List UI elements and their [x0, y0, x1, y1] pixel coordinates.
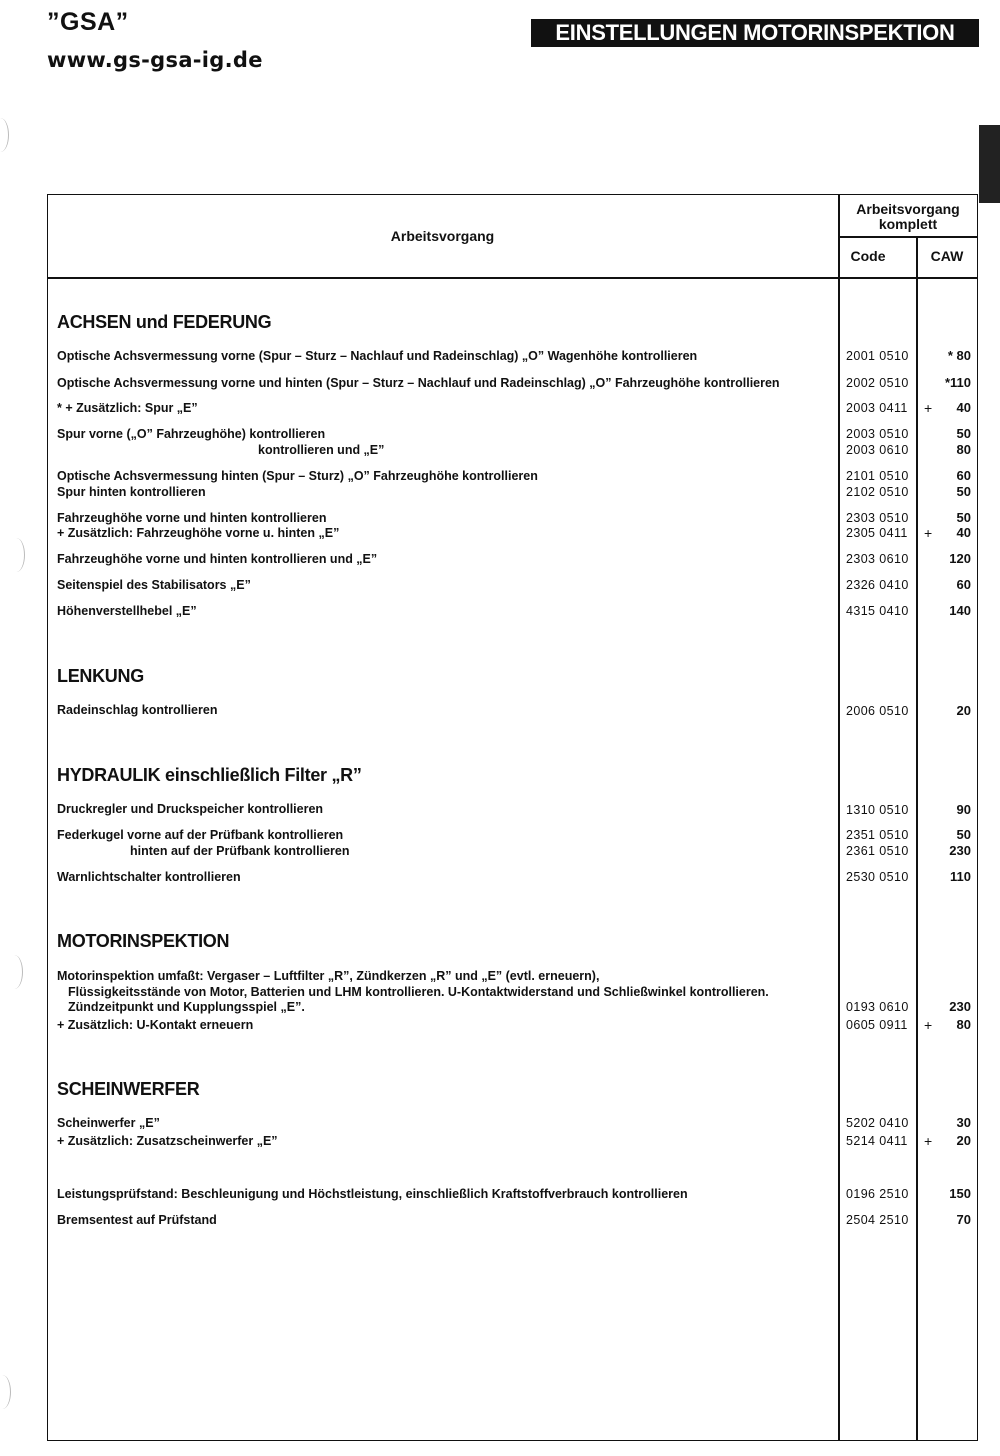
row-caw: 40 [956, 400, 971, 415]
row-caw: 80 [956, 1017, 971, 1032]
row-caw: * 80 [947, 348, 971, 363]
page-edge-tab [979, 125, 1000, 203]
section-title-hydraulik: HYDRAULIK einschließlich Filter „R” [57, 765, 362, 785]
row-caw: 90 [956, 802, 971, 817]
header-sub-divider [838, 236, 978, 238]
row-text: + Zusätzlich: Zusatzscheinwerfer „E” [57, 1134, 278, 1148]
punch-hole [6, 955, 23, 989]
row-caw: 20 [956, 703, 971, 718]
row-text: Radeinschlag kontrollieren [57, 703, 218, 717]
row-code: 2102 0510 [846, 485, 909, 499]
row-caw: 50 [956, 484, 971, 499]
row-code: 2303 0510 [846, 511, 909, 525]
row-text: Warnlichtschalter kontrollieren [57, 870, 241, 884]
row-caw: 70 [956, 1212, 971, 1227]
row-code: 0196 2510 [846, 1187, 909, 1201]
row-code: 2006 0510 [846, 704, 909, 718]
row-caw: 50 [956, 510, 971, 525]
column-divider-code [838, 194, 840, 1441]
row-text: + Zusätzlich: U-Kontakt erneuern [57, 1018, 254, 1032]
row-code: 2305 0411 [846, 526, 908, 540]
row-code: 2002 0510 [846, 376, 909, 390]
row-code: 2003 0510 [846, 427, 909, 441]
row-text: hinten auf der Prüfbank kontrollieren [130, 844, 350, 858]
row-code: 2303 0610 [846, 552, 909, 566]
row-caw: 120 [949, 551, 971, 566]
row-caw: 60 [956, 577, 971, 592]
website-url: www.gs-gsa-ig.de [47, 48, 263, 72]
row-text: kontrollieren und „E” [258, 443, 385, 457]
row-code: 2326 0410 [846, 578, 909, 592]
row-code: 2001 0510 [846, 349, 909, 363]
row-text: Leistungsprüfstand: Beschleunigung und Höchstleistung, einschließlich Kraftstoffverbrauch kontrollieren [57, 1187, 688, 1201]
section-title-lenkung: LENKUNG [57, 666, 144, 686]
row-text: Bremsentest auf Prüfstand [57, 1213, 217, 1227]
row-caw: 150 [949, 1186, 971, 1201]
row-text: Spur hinten kontrollieren [57, 485, 206, 499]
row-caw: 80 [956, 442, 971, 457]
header-caw: CAW [930, 248, 964, 264]
row-text: Seitenspiel des Stabilisators „E” [57, 578, 251, 592]
page-title-banner: EINSTELLUNGEN MOTORINSPEKTION [531, 19, 979, 47]
row-text: Höhenverstellhebel „E” [57, 604, 197, 618]
row-code: 1310 0510 [846, 803, 909, 817]
row-text: Optische Achsvermessung hinten (Spur – Sturz) „O” Fahrzeughöhe kontrollieren [57, 469, 538, 483]
row-code: 2003 0610 [846, 443, 909, 457]
row-caw: 110 [950, 869, 971, 884]
row-caw: 20 [956, 1133, 971, 1148]
row-text: + Zusätzlich: Fahrzeughöhe vorne u. hinten „E” [57, 526, 340, 540]
row-caw: *110 [944, 375, 971, 390]
row-plus: + [924, 400, 933, 416]
header-divider [47, 277, 978, 279]
row-caw: 40 [956, 525, 971, 540]
row-caw: 30 [956, 1115, 971, 1130]
row-text: * + Zusätzlich: Spur „E” [57, 401, 198, 415]
row-code: 5202 0410 [846, 1116, 909, 1130]
row-code: 2351 0510 [846, 828, 909, 842]
row-plus: + [924, 1133, 933, 1149]
row-text: Zündzeitpunkt und Kupplungsspiel „E”. [68, 1000, 305, 1014]
row-text: Fahrzeughöhe vorne und hinten kontrollieren [57, 511, 327, 525]
row-text: Flüssigkeitsstände von Motor, Batterien und LHM kontrollieren. U-Kontaktwiderstand und Schließwinkel kontrollieren. [68, 985, 769, 999]
column-divider-caw [916, 237, 918, 1441]
row-caw: 50 [956, 426, 971, 441]
row-text: Spur vorne („O” Fahrzeughöhe) kontrollieren [57, 427, 326, 441]
row-code: 2361 0510 [846, 844, 909, 858]
row-text: Fahrzeughöhe vorne und hinten kontrollieren und „E” [57, 552, 378, 566]
row-code: 2530 0510 [846, 870, 909, 884]
row-plus: + [924, 525, 933, 541]
row-caw: 230 [949, 999, 971, 1014]
row-plus: + [924, 1017, 933, 1033]
row-caw: 140 [949, 603, 971, 618]
section-title-achsen: ACHSEN und FEDERUNG [57, 312, 272, 332]
row-code: 2003 0411 [846, 401, 908, 415]
row-text: Optische Achsvermessung vorne (Spur – Sturz – Nachlauf und Radeinschlag) „O” Wagenhöhe kontrollieren [57, 349, 698, 363]
punch-hole [8, 538, 25, 572]
section-title-scheinwerfer: SCHEINWERFER [57, 1079, 200, 1099]
row-caw: 60 [956, 468, 971, 483]
header-code: Code [850, 248, 886, 264]
row-code: 2101 0510 [846, 469, 909, 483]
punch-hole [0, 118, 9, 152]
row-text: Federkugel vorne auf der Prüfbank kontrollieren [57, 828, 344, 842]
row-code: 0605 0911 [846, 1018, 908, 1032]
header-operation: Arbeitsvorgang [390, 228, 495, 244]
row-code: 4315 0410 [846, 604, 909, 618]
row-text: Scheinwerfer „E” [57, 1116, 160, 1130]
row-text: Motorinspektion umfaßt: Vergaser – Luftfilter „R”, Zündkerzen „R” und „E” (evtl. erneuern), [57, 969, 600, 983]
punch-hole [0, 1375, 11, 1409]
row-caw: 230 [949, 843, 971, 858]
brand-title: ”GSA” [47, 8, 129, 36]
row-code: 2504 2510 [846, 1213, 909, 1227]
header-complete-line1: Arbeitsvorgang [856, 201, 960, 217]
row-code: 5214 0411 [846, 1134, 908, 1148]
section-title-motor: MOTORINSPEKTION [57, 931, 230, 951]
row-text: Optische Achsvermessung vorne und hinten (Spur – Sturz – Nachlauf und Radeinschlag) „O” Fahrzeughöhe kontrollieren [57, 376, 780, 390]
header-complete-line2: komplett [878, 216, 938, 232]
row-text: Druckregler und Druckspeicher kontrollieren [57, 802, 324, 816]
row-code: 0193 0610 [846, 1000, 909, 1014]
row-caw: 50 [956, 827, 971, 842]
